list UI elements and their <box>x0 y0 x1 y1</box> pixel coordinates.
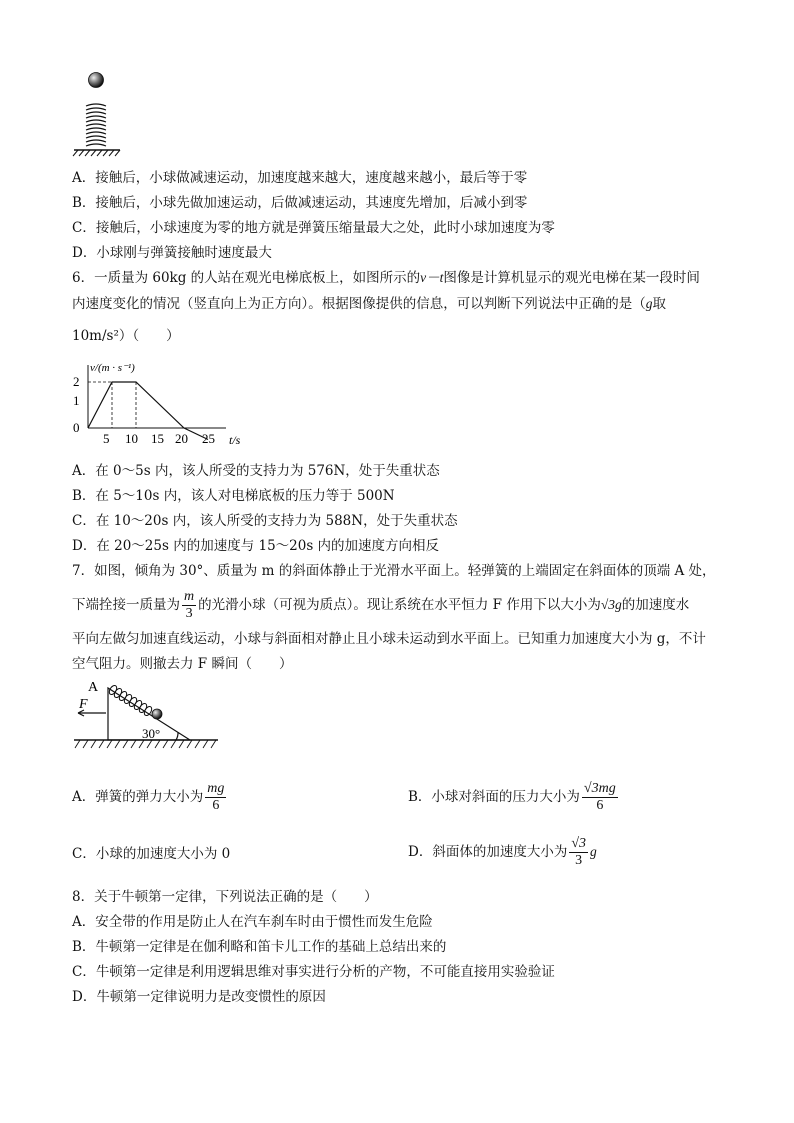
x-tick-10: 10 <box>125 431 138 446</box>
frac-den: 3 <box>575 853 583 868</box>
q6-stem-text-b: 图像是计算机显示的观光电梯在某一段时间 <box>443 270 700 286</box>
fraction-m-over-3 <box>182 589 196 622</box>
vt-guide-lines <box>88 382 136 428</box>
q8-option-c: C．牛顿第一定律是利用逻辑思维对事实进行分析的产物，不可能直接用实验验证 <box>72 964 555 980</box>
x-tick-15: 15 <box>151 431 164 446</box>
q6-stem-text2: 内速度变化的情况（竖直向上为正方向）。根据图像提供的信息，可以判断下列说法中正确的是（ <box>72 296 646 312</box>
q7-stem-line3: 平向左做匀加速直线运动，小球与斜面相对静止且小球未运动到水平面上。已知重力加速度大小为 g，不计 <box>72 631 706 647</box>
y-tick-2: 2 <box>73 374 80 389</box>
frac-num: √3 <box>571 836 587 851</box>
q7-optD-text: D．斜面体的加速度大小为 <box>408 844 568 860</box>
y-axis-label: v/(m · s⁻¹) <box>90 362 135 374</box>
q7-optB-fraction <box>582 781 618 814</box>
q7-option-d <box>408 836 597 869</box>
frac-den: 6 <box>212 798 220 813</box>
q7-option-a <box>72 781 228 814</box>
q6-stem-text: 6．一质量为 60kg 的人站在观光电梯底板上，如图所示的 <box>72 270 421 286</box>
q6-stem-text2b: 取 <box>652 296 666 312</box>
q8-stem: 8．关于牛顿第一定律，下列说法正确的是（ ） <box>72 889 378 905</box>
q7-optD-g: g <box>590 844 597 859</box>
frac-num: √3mg <box>583 781 616 796</box>
q5-option-d: D．小球刚与弹簧接触时速度最大 <box>72 245 272 261</box>
label-A: A <box>88 680 99 695</box>
y-tick-0: 0 <box>73 420 80 435</box>
y-tick-1: 1 <box>73 393 80 408</box>
q8-option-d: D．牛顿第一定律说明力是改变惯性的原因 <box>72 989 326 1005</box>
q6-option-a: A．在 0～5s 内，该人所受的支持力为 576N，处于失重状态 <box>72 463 440 479</box>
vt-axes <box>88 365 226 428</box>
q6-option-d: D．在 20～25s 内的加速度与 15～20s 内的加速度方向相反 <box>72 538 440 554</box>
q7-stem-line2 <box>72 589 689 622</box>
q8-option-a: A．安全带的作用是防止人在汽车刹车时由于惯性而发生危险 <box>72 914 433 930</box>
q7-text-a: 下端拴接一质量为 <box>72 597 180 613</box>
q7-optD-fraction <box>569 836 588 869</box>
q7-stem-line1: 7．如图，倾角为 30°、质量为 m 的斜面体静止于光滑水平面上。轻弹簧的上端固定在斜面体的顶端 A 处， <box>72 563 716 579</box>
frac-den: 3 <box>185 606 193 621</box>
q5-option-c: C．接触后，小球速度为零的地方就是弹簧压缩量最大之处，此时小球加速度为零 <box>72 220 555 236</box>
q5-option-a: A．接触后，小球做减速运动，加速度越来越大，速度越来越小，最后等于零 <box>72 170 528 186</box>
x-tick-25: 25 <box>202 431 215 446</box>
q7-optA-fraction <box>205 781 226 814</box>
x-axis-label: t/s <box>229 433 241 447</box>
q7-text-c: 的加速度水 <box>621 597 690 613</box>
frac-num: mg <box>207 781 225 796</box>
q8-option-b: B．牛顿第一定律是在伽利略和笛卡儿工作的基础上总结出来的 <box>72 939 447 955</box>
x-tick-20: 20 <box>175 431 188 446</box>
q7-optA-text: A．弹簧的弹力大小为 <box>72 789 204 805</box>
frac-num: m <box>184 589 195 604</box>
q5-option-b: B．接触后，小球先做加速运动，后做减速运动，其速度先增加，后减小到零 <box>72 195 528 211</box>
label-angle: 30° <box>142 726 161 741</box>
sqrt3g: √3g <box>600 597 622 612</box>
q7-stem-line4: 空气阻力。则撤去力 F 瞬间（ ） <box>72 656 293 672</box>
x-tick-5: 5 <box>103 431 110 446</box>
q6-option-c: C．在 10～20s 内，该人所受的支持力为 588N，处于失重状态 <box>72 513 458 529</box>
q6-option-b: B．在 5～10s 内，该人对电梯底板的压力等于 500N <box>72 488 395 504</box>
label-F: F <box>79 697 88 712</box>
vt-symbol: v－t <box>420 270 444 285</box>
q7-text-b: 的光滑小球（可视为质点）。现让系统在水平恒力 F 作用下以大小为 <box>198 597 601 613</box>
q7-option-b <box>408 781 620 814</box>
g-symbol: g <box>645 296 653 311</box>
q6-stem-line3: 10m/s²）（ ） <box>72 328 180 344</box>
frac-den: 6 <box>596 798 604 813</box>
q7-optB-text: B．小球对斜面的压力大小为 <box>408 789 580 805</box>
q7-option-c: C．小球的加速度大小为 0 <box>72 846 231 862</box>
